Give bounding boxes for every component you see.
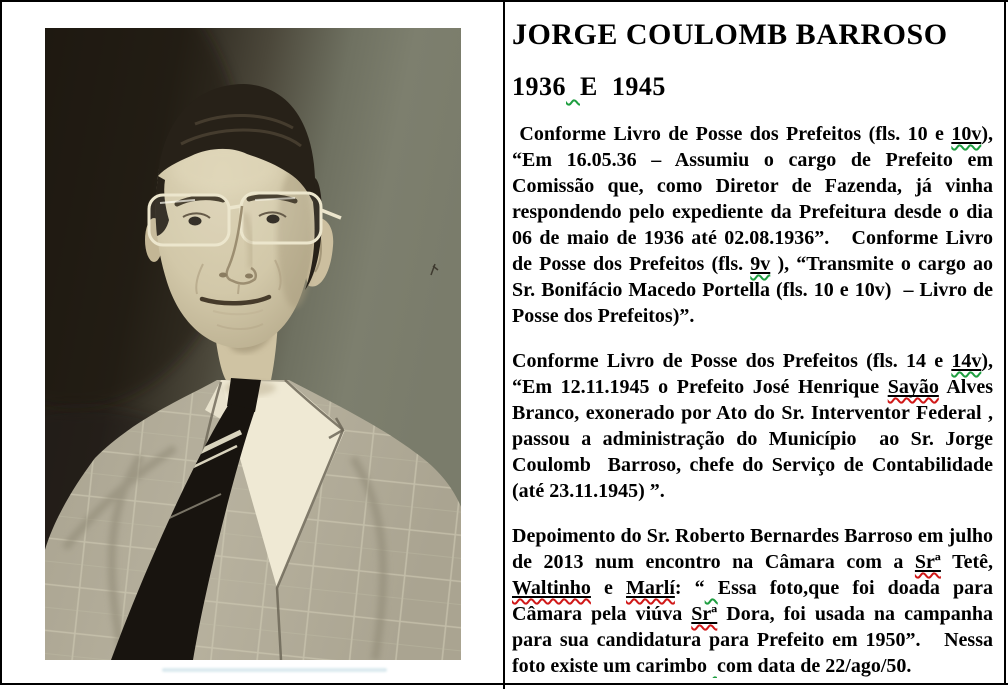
photo-cell	[2, 2, 503, 683]
page-subtitle: 1936 E 1945	[512, 72, 666, 101]
table-row-divider	[0, 683, 1008, 685]
text-cell	[512, 18, 993, 678]
table-border-left	[0, 0, 2, 685]
portrait-photo	[45, 28, 461, 660]
paragraph-2: Conforme Livro de Posse dos Prefeitos (fls. 14 e 14v), “Em 12.11.1945 o Prefeito José Henrique Sayão Alves Branco, exonerado por Ato do Sr. Interventor Federal , passou a administração do Município ao Sr. Jorge Coulomb Barroso, chefe do Serviço de Contabilidade (até 23.11.1945) ”.	[512, 350, 993, 502]
paragraph-3: Depoimento do Sr. Roberto Bernardes Barroso em julho de 2013 num encontro na Câmara com a Srª Tetê, Waltinho e Marlí: “ Essa foto,que foi doada para Câmara pela viúva Srª Dora, foi usada na campanha para sua candidatura para Prefeito em 1950”. Nessa foto existe um carimbo com data de 22/ago/50.	[512, 525, 993, 677]
table-column-divider	[503, 0, 505, 689]
page-title: JORGE COULOMB BARROSO	[512, 18, 948, 51]
photo-scan-artifact	[162, 668, 387, 672]
paragraph-1: Conforme Livro de Posse dos Prefeitos (fls. 10 e 10v), “Em 16.05.36 – Assumiu o cargo de Prefeito em Comissão que, como Diretor de Fazenda, já vinha respondendo pelo expediente da Prefeitura desde o dia 06 de maio de 1936 até 02.08.1936”. Conforme Livro de Posse dos Prefeitos (fls. 9v ), “Transmite o cargo ao Sr. Bonifácio Macedo Portella (fls. 10 e 10v) – Livro de Posse dos Prefeitos)”.	[512, 123, 993, 327]
table-border-right	[1004, 0, 1006, 685]
portrait-photo-svg	[45, 28, 461, 660]
